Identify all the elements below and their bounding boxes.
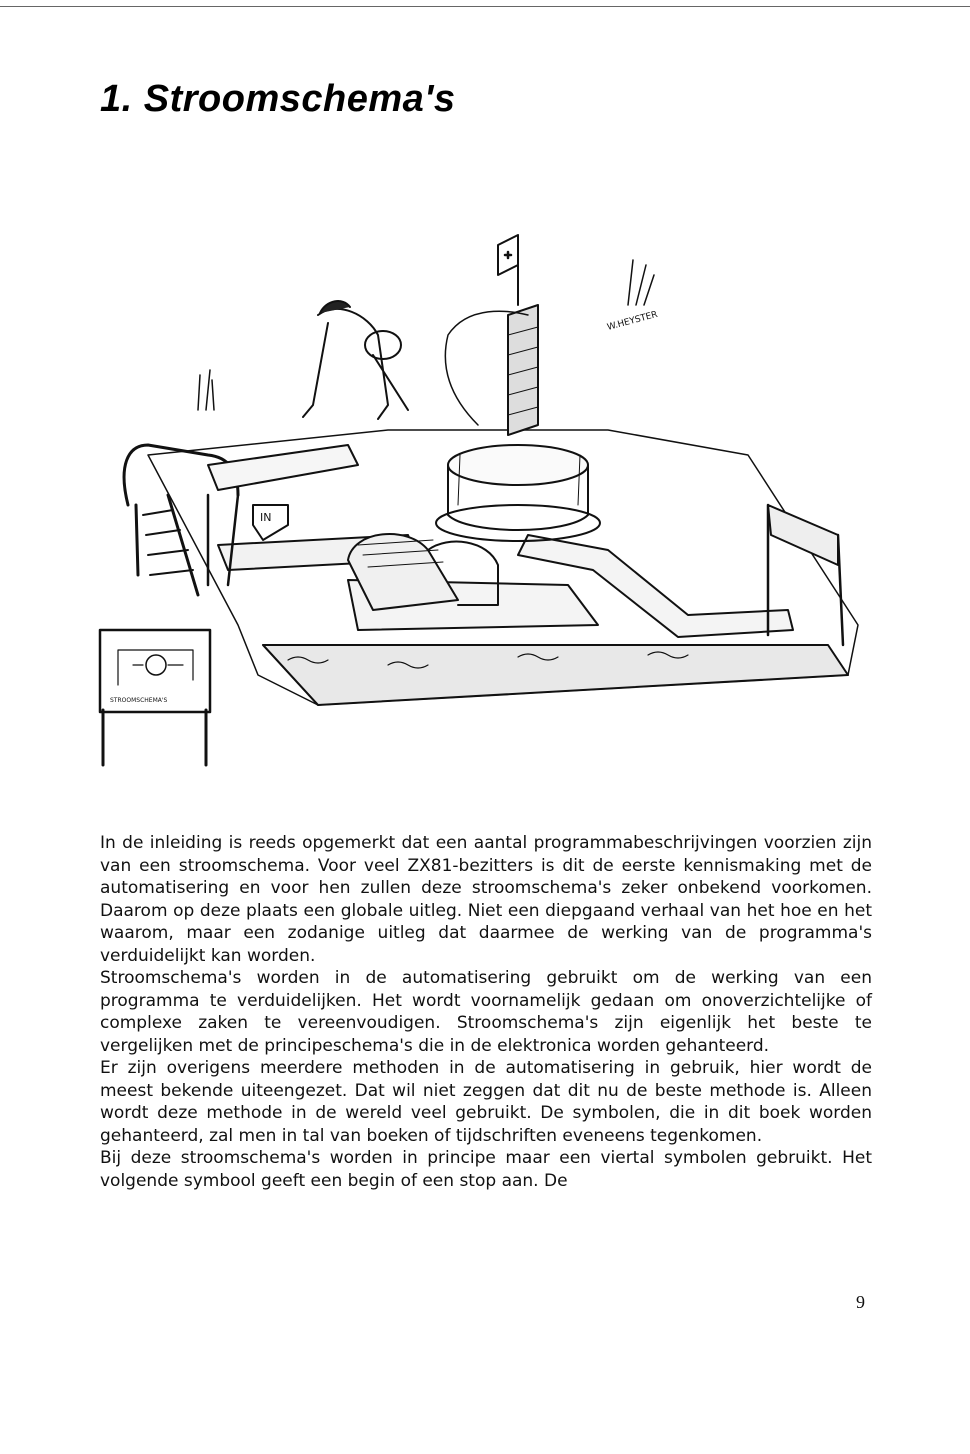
artist-signature: W.HEYSTER [606, 309, 659, 333]
page-number: 9 [856, 1292, 865, 1312]
pool-ladder [124, 445, 358, 595]
diver-figure [303, 301, 408, 419]
chapter-title: 1. Stroomschema's [100, 78, 456, 120]
brick-wall [445, 235, 538, 435]
top-rule [0, 6, 970, 7]
notice-board-label: STROOMSCHEMA'S [110, 697, 168, 704]
paragraph: Bij deze stroomschema's worden in principe maar een viertal symbolen gebruikt. Het volgende symbool geeft een begin of een stop aan. De [100, 1148, 872, 1191]
swimming-pool-illustration [88, 205, 888, 785]
in-sign-label: IN [260, 511, 272, 524]
paragraph: In de inleiding is reeds opgemerkt dat een aantal programmabeschrijvingen voorzien zijn van een stroomschema. Voor veel ZX81-bezitters is dit de eerste kennismaking met de automatisering en voor hen zullen deze stroomschema's zeker onbekend voorkomen. Daarom op deze plaats een globale uitleg. Niet een diepgaand verhaal van het hoe en het waarom, maar een zodanige uitleg dat daarmee de werking van de programma's verduidelijkt kan worden. [100, 833, 872, 966]
in-sign [253, 505, 288, 540]
paragraph: Er zijn overigens meerdere methoden in de automatisering in gebruik, hier wordt de meest bekende uiteengezet. Dat wil niet zeggen dat dit nu de beste methode is. Alleen wordt deze methode in de wereld veel gebruikt. De symbolen, die in dit boek worden gehanteerd, zal men in tal van boeken of tijdschriften eveneens tegenkomen. [100, 1058, 872, 1146]
paragraph: Stroomschema's worden in de automatisering gebruikt om de werking van een programma te verduidelijken. Het wordt voornamelijk gedaan om onoverzichtelijke of complexe zaken te vereenvoudigen. Stroomschema's zijn eigenlijk het beste te vergelijken met de principeschema's die in de elektronica worden gehanteerd. [100, 968, 872, 1056]
notice-board [100, 630, 210, 765]
reeds [198, 260, 654, 410]
body-text [100, 832, 872, 1192]
cooking-pot [436, 445, 600, 541]
